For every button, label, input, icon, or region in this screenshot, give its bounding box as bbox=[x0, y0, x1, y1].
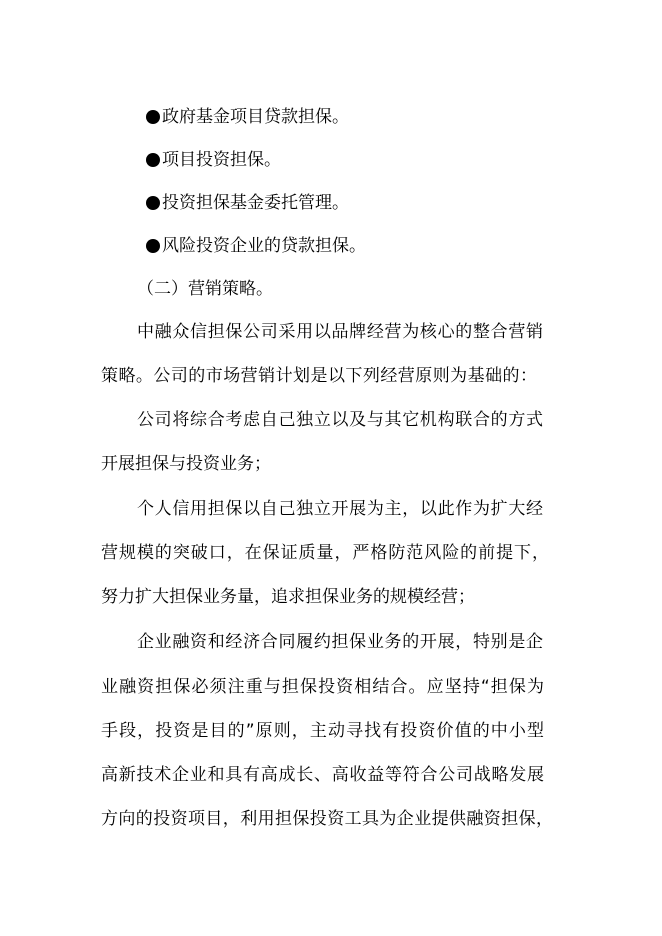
bullet-dot-icon bbox=[146, 110, 160, 124]
paragraph-line: 策略。公司的市场营销计划是以下列经营原则为基础的： bbox=[101, 366, 537, 386]
paragraph-line: 企业融资和经济合同履约担保业务的开展，特别是企 bbox=[137, 632, 543, 652]
paragraph-line: 手段，投资是目的”原则，主动寻找有投资价值的中小型 bbox=[101, 721, 544, 741]
bullet-dot-icon bbox=[146, 153, 160, 167]
paragraph-line: 业融资担保必须注重与担保投资相结合。应坚持“担保为 bbox=[101, 677, 544, 697]
bullet-dot-icon bbox=[146, 196, 160, 210]
bullet-dot-icon bbox=[146, 239, 160, 253]
bullet-item bbox=[146, 235, 366, 257]
paragraph-line: 公司将综合考虑自己独立以及与其它机构联合的方式 bbox=[137, 410, 543, 430]
paragraph-line: 努力扩大担保业务量，追求担保业务的规模经营； bbox=[101, 587, 475, 607]
bullet-text: 投资担保基金委托管理。 bbox=[162, 193, 349, 213]
paragraph-line: 营规模的突破口，在保证质量，严格防范风险的前提下， bbox=[101, 543, 549, 563]
bullet-item bbox=[146, 149, 281, 171]
paragraph-line: 高新技术企业和具有高成长、高收益等符合公司战略发展 bbox=[101, 765, 544, 785]
bullet-text: 风险投资企业的贷款担保。 bbox=[162, 236, 366, 256]
bullet-item bbox=[146, 192, 349, 214]
paragraph-line: 个人信用担保以自己独立开展为主，以此作为扩大经 bbox=[137, 499, 543, 519]
paragraph-line: 开展担保与投资业务； bbox=[101, 454, 271, 474]
paragraph-line: 中融众信担保公司采用以品牌经营为核心的整合营销 bbox=[137, 322, 543, 342]
bullet-text: 政府基金项目贷款担保。 bbox=[162, 107, 349, 127]
paragraph-line: 方向的投资项目，利用担保投资工具为企业提供融资担保， bbox=[101, 809, 553, 829]
section-heading: （二）营销策略。 bbox=[137, 279, 273, 299]
bullet-item bbox=[146, 106, 349, 128]
bullet-text: 项目投资担保。 bbox=[162, 150, 281, 170]
